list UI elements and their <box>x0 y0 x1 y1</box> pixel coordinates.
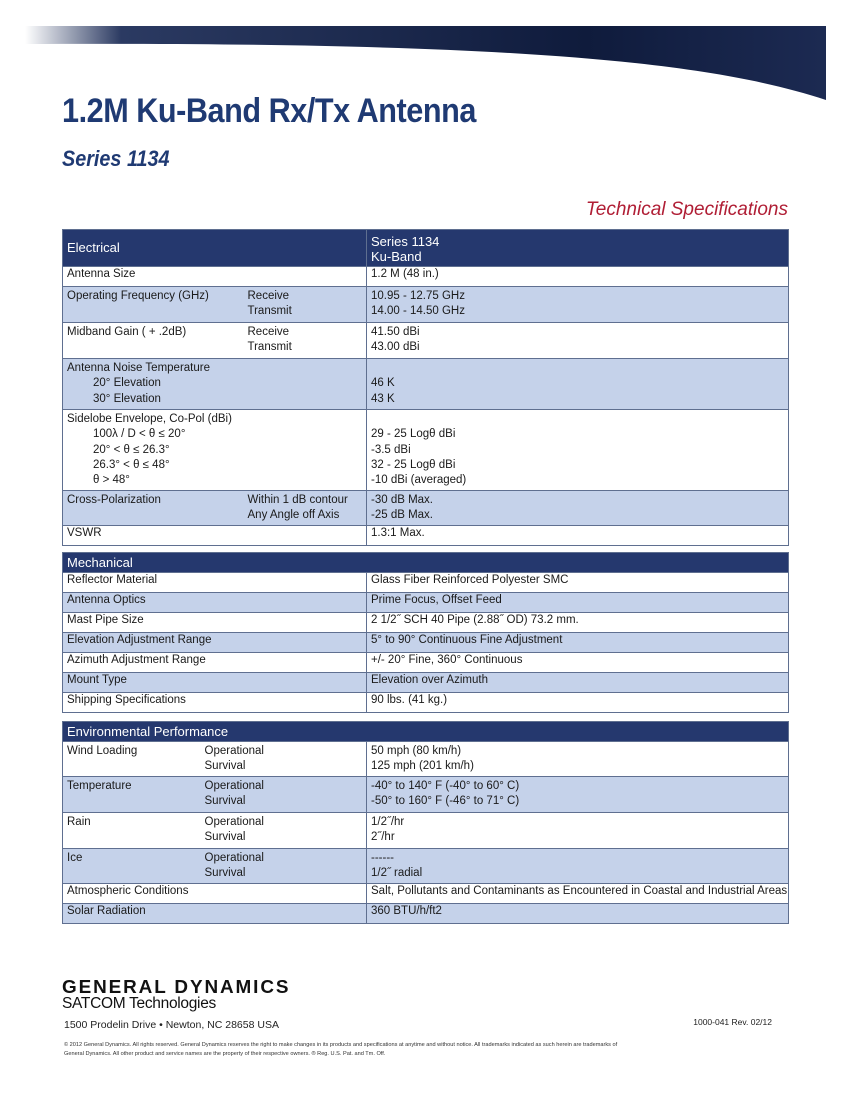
row-value: 5° to 90° Continuous Fine Adjustment <box>367 633 789 653</box>
company-logo-division: SATCOM Technologies <box>62 995 216 1012</box>
table-row <box>63 673 789 693</box>
legal-notice: © 2012 General Dynamics. All rights reserved. General Dynamics reserves the right to make changes in its products and specifications at anytime and without notice. All trademarks indicated as such herein are trademarks of General Dynamics. All other product and service names are the property of their respective owners. ® Reg. U.S. Pat. and Tm. Off. <box>64 1042 618 1057</box>
table-row <box>63 742 789 777</box>
sublabel: Receive <box>247 326 290 338</box>
value-line: 46 K <box>371 377 395 390</box>
row-label: Wind Loading <box>63 742 201 777</box>
row-value: 360 BTU/h/ft2 <box>367 904 789 924</box>
value-line: 41.50 dBi <box>371 326 420 338</box>
value-line: -3.5 dBi <box>371 443 411 456</box>
table-row <box>63 491 789 526</box>
column-heading <box>367 230 789 267</box>
value-line: 125 mph (201 km/h) <box>371 760 474 773</box>
sublabel: Survival <box>204 795 246 808</box>
value-line: 1/2˝/hr <box>371 816 405 828</box>
table-row <box>63 884 789 904</box>
value-line: 1/2˝ radial <box>371 867 423 880</box>
row-value: 1.2 M (48 in.) <box>367 267 789 287</box>
row-sublabels <box>201 742 367 777</box>
sublabel: Survival <box>204 831 246 844</box>
table-row <box>63 359 789 410</box>
column-heading-band: Ku-Band <box>371 249 422 264</box>
row-value: 90 lbs. (41 kg.) <box>367 693 789 713</box>
page-title: 1.2M Ku-Band Rx/Tx Antenna <box>62 92 476 130</box>
row-value: Elevation over Azimuth <box>367 673 789 693</box>
electrical-heading: Electrical <box>63 230 367 267</box>
sublabel: Transmit <box>247 341 292 354</box>
table-row <box>63 904 789 924</box>
row-label: Mast Pipe Size <box>63 613 367 633</box>
table-row <box>63 410 789 491</box>
row-label-block <box>63 410 367 491</box>
table-row <box>63 849 789 884</box>
sublabel: Within 1 dB contour <box>247 494 348 506</box>
company-logo-wordmark: GENERAL DYNAMICS <box>62 977 291 997</box>
mechanical-table <box>62 552 789 713</box>
value-line: 43 K <box>371 392 395 405</box>
row-label: Mount Type <box>63 673 367 693</box>
value-line: -50° to 160° F (-46° to 71° C) <box>371 795 520 808</box>
table-row <box>63 693 789 713</box>
row-label: Cross-Polarization <box>63 491 244 526</box>
row-value: Glass Fiber Reinforced Polyester SMC <box>367 573 789 593</box>
table-row <box>63 267 789 287</box>
sublabel: 20° < θ ≤ 26.3° <box>93 443 170 456</box>
row-sublabels <box>244 287 367 323</box>
company-address: 1500 Prodelin Drive • Newton, NC 28658 USA <box>64 1019 279 1031</box>
row-label: Shipping Specifications <box>63 693 367 713</box>
header-swoosh <box>0 0 850 105</box>
row-label: Rain <box>63 813 201 849</box>
table-row <box>63 653 789 673</box>
row-label: Atmospheric Conditions <box>63 884 367 904</box>
sublabel: Survival <box>204 760 246 773</box>
value-line: -40° to 140° F (-40° to 60° C) <box>371 780 520 792</box>
sublabel: 26.3° < θ ≤ 48° <box>93 458 170 471</box>
table-header-row <box>63 722 789 742</box>
mechanical-heading: Mechanical <box>63 553 789 573</box>
section-title: Technical Specifications <box>585 199 788 220</box>
table-row <box>63 526 789 546</box>
sublabel: Receive <box>247 290 290 302</box>
row-label: Antenna Size <box>63 267 367 287</box>
sublabel: Operational <box>204 816 264 828</box>
row-sublabels <box>244 491 367 526</box>
sublabel: Operational <box>204 745 264 757</box>
value-line: ------ <box>371 852 394 864</box>
row-label: Elevation Adjustment Range <box>63 633 367 653</box>
row-label: Azimuth Adjustment Range <box>63 653 367 673</box>
value-line: 29 - 25 Logθ dBi <box>371 428 456 441</box>
row-label: Midband Gain ( + .2dB) <box>63 323 244 359</box>
row-values <box>367 359 789 410</box>
row-label: Ice <box>63 849 201 884</box>
value-line: 43.00 dBi <box>371 341 420 354</box>
row-values <box>367 742 789 777</box>
sublabel: 20° Elevation <box>93 377 161 390</box>
row-label: Temperature <box>63 777 201 813</box>
sublabel: Transmit <box>247 305 292 318</box>
table-row <box>63 633 789 653</box>
sublabel: Survival <box>204 867 246 880</box>
table-header-row <box>63 553 789 573</box>
value-line: 50 mph (80 km/h) <box>371 745 462 757</box>
document-number: 1000-041 Rev. 02/12 <box>693 1017 772 1027</box>
value-line: -30 dB Max. <box>371 494 433 506</box>
table-row <box>63 613 789 633</box>
row-values <box>367 323 789 359</box>
row-label: Operating Frequency (GHz) <box>63 287 244 323</box>
value-line: 32 - 25 Logθ dBi <box>371 458 456 471</box>
value-line: 10.95 - 12.75 GHz <box>371 290 465 302</box>
row-value: Salt, Pollutants and Contaminants as Encountered in Coastal and Industrial Areas <box>367 884 789 904</box>
table-row <box>63 287 789 323</box>
value-line: -10 dBi (averaged) <box>371 474 467 487</box>
row-sublabels <box>244 323 367 359</box>
row-values <box>367 410 789 491</box>
row-values <box>367 491 789 526</box>
row-label: VSWR <box>63 526 367 546</box>
row-value: 1.3:1 Max. <box>367 526 789 546</box>
row-value: +/- 20° Fine, 360° Continuous <box>367 653 789 673</box>
table-row <box>63 777 789 813</box>
environmental-heading: Environmental Performance <box>63 722 789 742</box>
row-label: Antenna Optics <box>63 593 367 613</box>
environmental-table <box>62 721 789 924</box>
value-line: 14.00 - 14.50 GHz <box>371 305 465 318</box>
sublabel: 100λ / D < θ ≤ 20° <box>93 428 186 441</box>
column-heading-series: Series 1134 <box>371 234 440 249</box>
table-row <box>63 813 789 849</box>
row-values <box>367 287 789 323</box>
row-sublabels <box>201 813 367 849</box>
table-header-row <box>63 230 789 267</box>
value-line: 2˝/hr <box>371 831 395 844</box>
row-values <box>367 813 789 849</box>
value-line: -25 dB Max. <box>371 509 433 522</box>
row-label: Solar Radiation <box>63 904 367 924</box>
row-label-block <box>63 359 367 410</box>
row-label: Reflector Material <box>63 573 367 593</box>
row-value: 2 1/2˝ SCH 40 Pipe (2.88˝ OD) 73.2 mm. <box>367 613 789 633</box>
table-row <box>63 593 789 613</box>
sublabel: θ > 48° <box>93 474 130 487</box>
sublabel: Any Angle off Axis <box>247 509 340 522</box>
row-sublabels <box>201 849 367 884</box>
row-values <box>367 777 789 813</box>
table-row <box>63 323 789 359</box>
row-sublabels <box>201 777 367 813</box>
sublabel: Operational <box>204 852 264 864</box>
row-label: Antenna Noise Temperature <box>67 362 210 374</box>
table-row <box>63 573 789 593</box>
electrical-table <box>62 229 789 546</box>
sublabel: Operational <box>204 780 264 792</box>
row-value: Prime Focus, Offset Feed <box>367 593 789 613</box>
row-label: Sidelobe Envelope, Co-Pol (dBi) <box>67 413 232 425</box>
sublabel: 30° Elevation <box>93 392 161 405</box>
series-subtitle: Series 1134 <box>62 146 170 171</box>
row-values <box>367 849 789 884</box>
